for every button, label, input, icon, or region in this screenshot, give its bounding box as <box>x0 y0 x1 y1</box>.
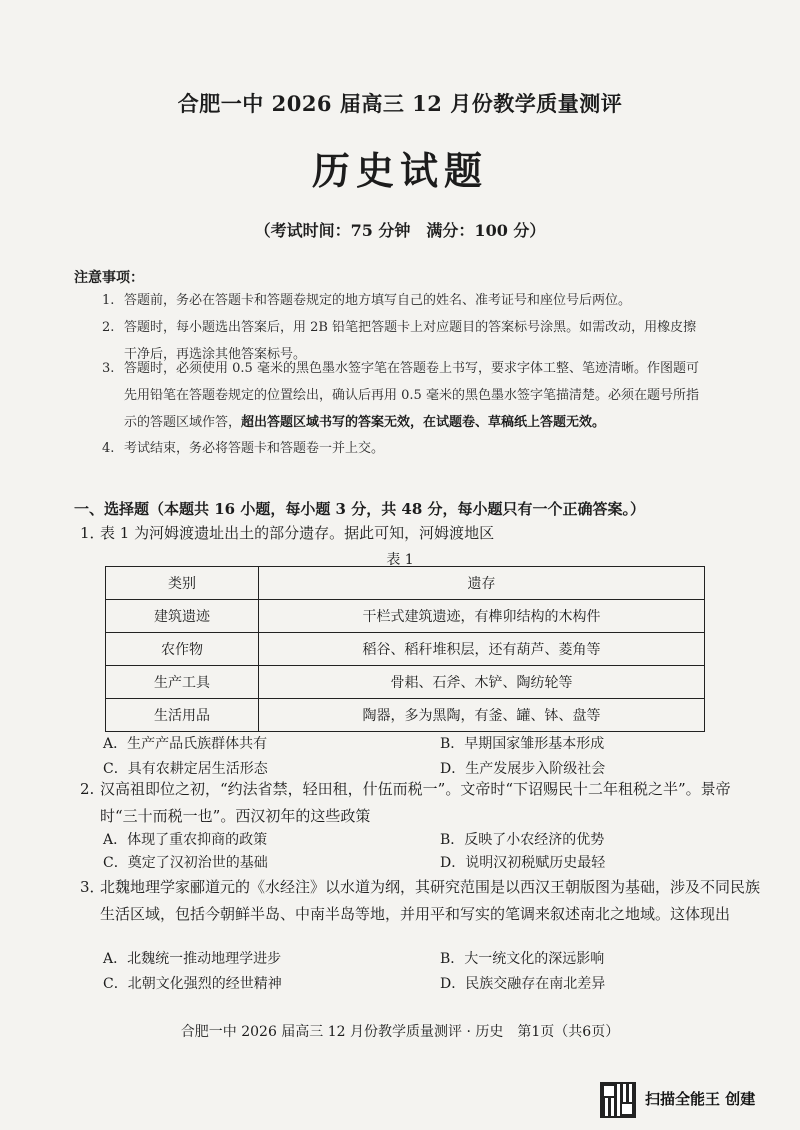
scanner-watermark: 扫描全能王 创建 <box>645 1090 756 1108</box>
table-cell: 农作物 <box>106 633 259 666</box>
option-c: C．具有农耕定居生活形态 <box>103 761 268 777</box>
note-number: 4. <box>102 441 115 456</box>
note-text: 考试结束，务必将答题卡和答题卷一并上交。 <box>124 441 385 456</box>
question-3 <box>80 874 760 928</box>
table-cell: 稻谷、稻秆堆积层，还有葫芦、菱角等 <box>259 633 705 666</box>
question-number: 1． <box>80 524 105 542</box>
table-row <box>106 633 705 666</box>
note-text: 答题前，务必在答题卡和答题卷规定的地方填写自己的姓名、准考证号和座位号后两位。 <box>124 293 632 308</box>
option-d: D．民族交融存在南北差异 <box>440 976 606 992</box>
option-b: B．大一统文化的深远影响 <box>440 951 605 967</box>
note-text-emphasis: 超出答题区域书写的答案无效，在试题卷、草稿纸上答题无效。 <box>241 415 606 430</box>
relics-table <box>105 566 705 732</box>
question-number: 3． <box>80 878 105 896</box>
question-2 <box>80 776 760 830</box>
option-a: A．北魏统一推动地理学进步 <box>103 951 282 967</box>
option-d: D．说明汉初税赋历史最轻 <box>440 855 606 871</box>
option-d: D．生产发展步入阶级社会 <box>440 761 606 777</box>
question-stem: 汉高祖即位之初，“约法省禁，轻田租，什伍而税一”。文帝时“下诏赐民十二年租税之半”。景帝时“三十而税一也”。西汉初年的这些政策 <box>100 780 731 825</box>
table-cell: 干栏式建筑遗迹，有榫卯结构的木构件 <box>259 600 705 633</box>
table-row <box>106 600 705 633</box>
option-a: A．体现了重农抑商的政策 <box>103 832 268 848</box>
subject-title: 历史试题 <box>311 148 488 193</box>
option-c: C．奠定了汉初治世的基础 <box>103 855 268 871</box>
section-heading: 一、选择题（本题共 16 小题，每小题 3 分，共 48 分，每小题只有一个正确答案。） <box>74 500 646 518</box>
table-header-cell: 类别 <box>106 567 259 600</box>
note-number: 2. <box>102 320 115 335</box>
table-cell: 建筑遗迹 <box>106 600 259 633</box>
question-stem: 表 1 为河姆渡遗址出土的部分遗存。据此可知，河姆渡地区 <box>100 524 495 542</box>
note-number: 3. <box>102 361 115 376</box>
note-number: 1. <box>102 293 115 308</box>
note-item <box>104 355 704 436</box>
question-number: 2. <box>80 780 95 798</box>
option-a: A．生产产品氏族群体共有 <box>103 736 268 752</box>
table-header-cell: 遗存 <box>259 567 705 600</box>
table-cell: 陶器，多为黑陶，有釜、罐、钵、盘等 <box>259 699 705 732</box>
table-cell: 生活用品 <box>106 699 259 732</box>
exam-info: （考试时间：75 分钟 满分：100 分） <box>254 221 546 240</box>
table-row <box>106 666 705 699</box>
note-item <box>104 435 704 462</box>
exam-title: 合肥一中 2026 届高三 12 月份教学质量测评 <box>177 91 623 116</box>
table-header-row <box>106 567 705 600</box>
table-cell: 骨耜、石斧、木铲、陶纺轮等 <box>259 666 705 699</box>
page-footer: 合肥一中 2026 届高三 12 月份教学质量测评 · 历史 第1页（共6页） <box>180 1024 620 1040</box>
note-text: 答题时，必须使用 0.5 毫米的黑色墨水签字笔在答题卷上书写，要求字体工整、笔迹清晰。作图题可先用铅笔在答题卷规定的位置绘出，确认后再用 0.5 毫米的黑色墨水签字笔描清楚。必须在题号所指示的答题区域作答， <box>124 361 699 430</box>
note-item <box>104 287 704 314</box>
notes-heading: 注意事项： <box>74 270 144 286</box>
question-stem: 北魏地理学家郦道元的《水经注》以水道为纲，其研究范围是以西汉王朝版图为基础，涉及不同民族生活区域，包括今朝鲜半岛、中南半岛等地，并用平和写实的笔调来叙述南北之地域。这体现出 <box>100 878 761 923</box>
table-caption: 表 1 <box>386 552 414 568</box>
question-1 <box>80 520 760 547</box>
note-text: 答题时，每小题选出答案后，用 2B 铅笔把答题卡上对应题目的答案标号涂黑。如需改动，用橡皮擦干净后，再选涂其他答案标号。 <box>124 320 697 362</box>
qr-code-icon <box>600 1082 636 1118</box>
option-c: C．北朝文化强烈的经世精神 <box>103 976 282 992</box>
table-cell: 生产工具 <box>106 666 259 699</box>
table-row <box>106 699 705 732</box>
option-b: B．早期国家雏形基本形成 <box>440 736 605 752</box>
option-b: B．反映了小农经济的优势 <box>440 832 605 848</box>
